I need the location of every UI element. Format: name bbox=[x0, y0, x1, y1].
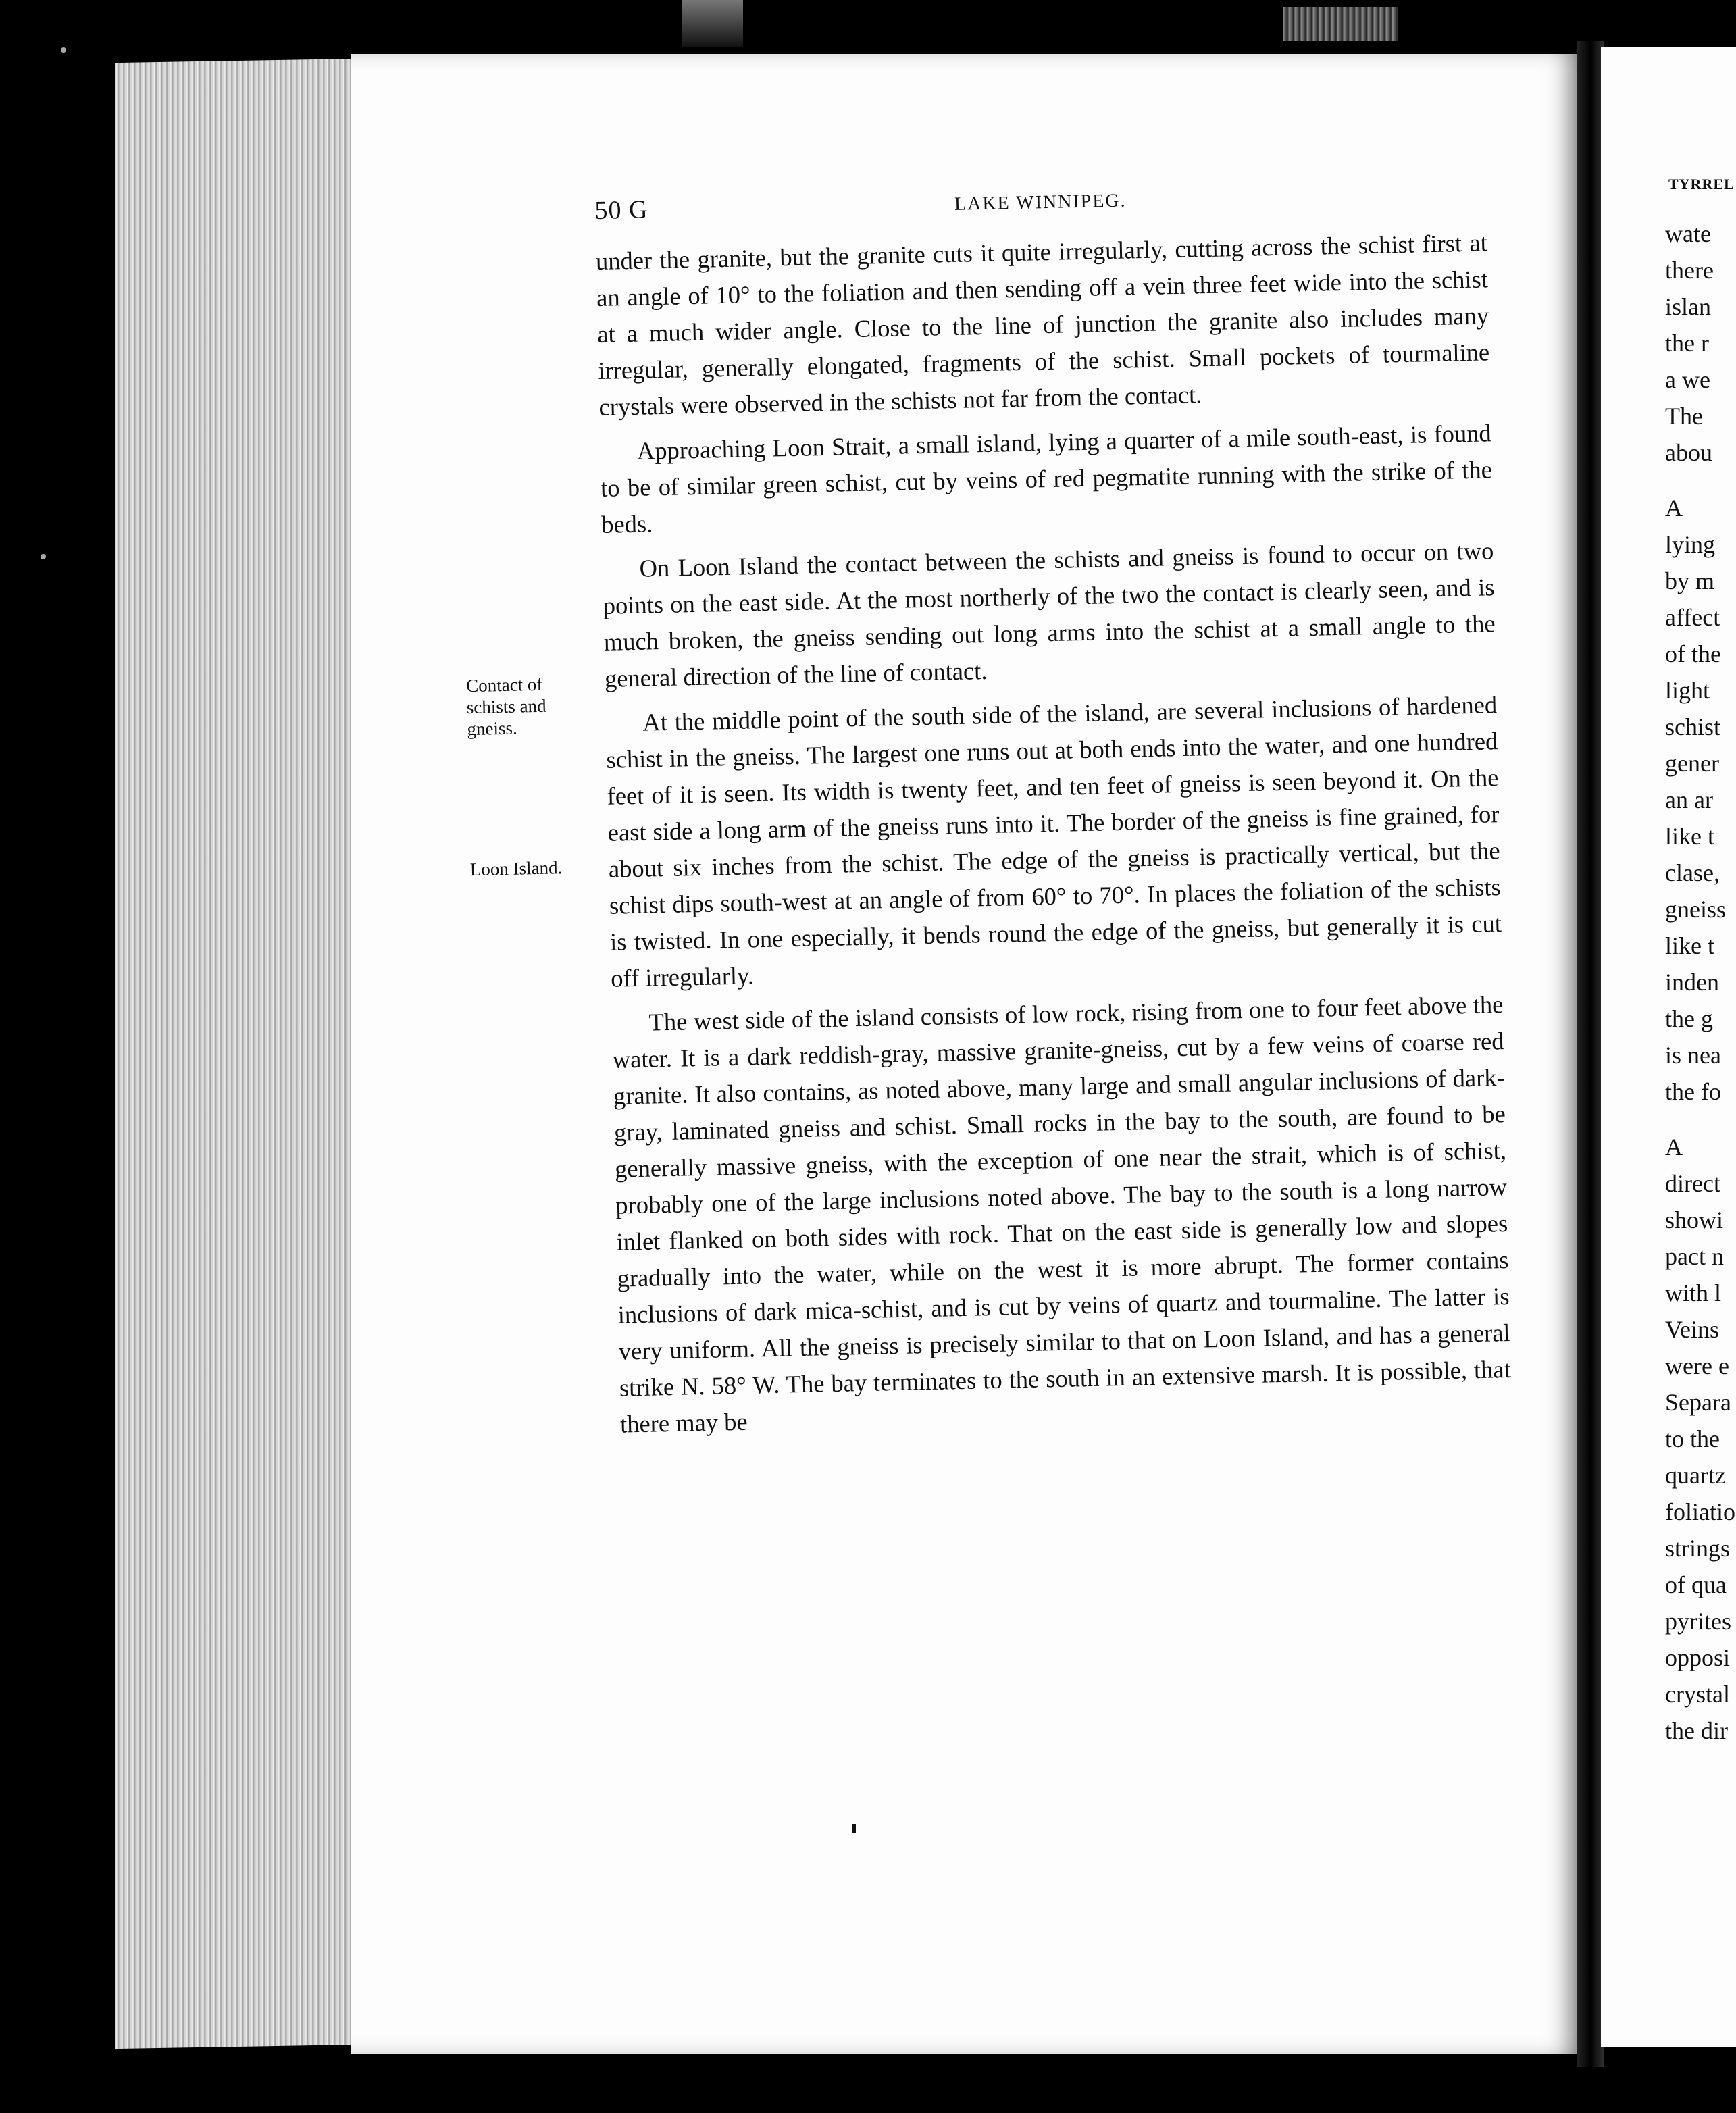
right-page-line: pact n bbox=[1665, 1243, 1724, 1270]
right-page-line: a we bbox=[1665, 366, 1710, 393]
right-page-line: of qua bbox=[1665, 1571, 1727, 1598]
right-page-line: gener bbox=[1665, 750, 1719, 777]
right-page-line: the r bbox=[1665, 330, 1709, 357]
right-page-line: the g bbox=[1665, 1005, 1713, 1032]
right-page-line: like t bbox=[1665, 823, 1714, 850]
paragraph: The west side of the island consists of low rock, rising from one to four feet above the water. It is a dark reddish-gray, massive granite-gneiss, cut by a few veins of coarse red granite. It also contains, as noted above, many large and small angular inclusions of dark-gray, laminated gneiss and schist. Small rocks in the bay to the south, are found to be generally massive gneiss, with the exception of one near the strait, which is of schist, probably one of the large inclusions noted above. The bay to the south is a long narrow inlet flanked on both sides with rock. That on the east side is generally low and slopes gradually into the water, while on the west it is more abrupt. The former contains inclusions of dark mica-schist, and is cut by veins of quartz and tourmaline. The latter is very uniform. All the gneiss is precisely similar to that on Loon Island, and has a general strike N. 58° W. The bay terminates to the south in an extensive marsh. It is possible, that there may be bbox=[612, 990, 1512, 1438]
right-page-line: crystal bbox=[1665, 1681, 1730, 1708]
right-page-line: to the bbox=[1665, 1425, 1720, 1452]
right-page-line: of the bbox=[1665, 640, 1721, 667]
right-page-line: wate bbox=[1665, 220, 1711, 247]
right-page-line: like t bbox=[1665, 932, 1714, 959]
book-page-edges bbox=[115, 59, 358, 2049]
right-page-line: light bbox=[1665, 677, 1710, 704]
right-page-line: clase, bbox=[1665, 859, 1720, 886]
dust-speck bbox=[61, 47, 66, 53]
right-page-line: abou bbox=[1665, 439, 1712, 466]
right-page-line: A bbox=[1665, 1134, 1683, 1161]
right-page-line: inden bbox=[1665, 969, 1719, 996]
right-page-line: gneiss bbox=[1665, 896, 1726, 923]
right-page-line: showi bbox=[1665, 1206, 1724, 1233]
dust-speck bbox=[41, 554, 46, 559]
right-page-line: quartz bbox=[1665, 1462, 1726, 1489]
right-page-line: Veins bbox=[1665, 1316, 1719, 1343]
right-page-line: the fo bbox=[1665, 1078, 1721, 1105]
paragraph: under the granite, but the granite cuts it quite irregularly, cutting across the schist first at an angle of 10° to the foliation and then sending off a vein three feet wide into the schist at a much wider angle. Close to the line of junction the granite also includes many irregular, generally elongated, fragments of the schist. Small pockets of tourmaline crystals were observed in the schists not far from the contact. bbox=[595, 228, 1490, 421]
right-page-line: by m bbox=[1665, 567, 1715, 594]
right-page bbox=[1601, 47, 1736, 2047]
right-page-line: affect bbox=[1665, 604, 1720, 631]
right-page-line: there bbox=[1665, 257, 1714, 284]
sidenote-line: Contact of bbox=[465, 673, 543, 696]
right-page-line: direct bbox=[1665, 1170, 1720, 1197]
right-page-line: foliatio bbox=[1665, 1498, 1735, 1525]
sidenote-loon-island: Loon Island. bbox=[469, 857, 563, 880]
top-clip-2 bbox=[1283, 7, 1398, 41]
sidenote-line: gneiss. bbox=[467, 717, 518, 740]
footer-mark bbox=[852, 1824, 856, 1833]
paragraph: At the middle point of the south side of the island, are several inclusions of hardened schist in the gneiss. The largest one runs out at both ends into the water, and one hundred feet of it is seen. Its width is twenty feet, and ten feet of gneiss is seen beyond it. On the east side a long arm of the gneiss runs into it. The border of the gneiss is fine grained, for about six inches from the schist. The edge of the gneiss is practically vertical, but the schist dips south-west at an angle of from 60° to 70°. In places the foliation of the schists is twisted. In one especially, it bends round the edge of the gneiss, but generally it is cut off irregularly. bbox=[606, 690, 1502, 992]
right-page-line: lying bbox=[1665, 531, 1716, 558]
right-page-line: were e bbox=[1665, 1352, 1729, 1379]
right-page-line: strings bbox=[1665, 1535, 1731, 1562]
paragraph: Approaching Loon Strait, a small island, lying a quarter of a mile south-east, is found to be of similar green schist, cut by veins of red pegmatite running with the strike of the beds. bbox=[600, 419, 1493, 538]
right-page-line: schist bbox=[1665, 713, 1721, 740]
right-page-line: the dir bbox=[1665, 1717, 1728, 1744]
right-page-line: islan bbox=[1665, 293, 1711, 320]
sidenote-contact bbox=[466, 673, 547, 740]
right-page-line: Separa bbox=[1665, 1389, 1731, 1416]
right-page-line: A bbox=[1665, 494, 1683, 521]
top-clip bbox=[682, 0, 743, 47]
right-page-line: is nea bbox=[1665, 1042, 1721, 1069]
right-page-header: TYRREL bbox=[1668, 176, 1735, 193]
right-page-line: The bbox=[1665, 403, 1703, 430]
sidenote-line: schists and bbox=[466, 695, 546, 718]
right-page-line: an ar bbox=[1665, 786, 1713, 813]
right-page-line: pyrites bbox=[1665, 1608, 1731, 1635]
right-page-line: with l bbox=[1665, 1279, 1722, 1306]
paragraph: On Loon Island the contact between the schists and gneiss is found to occur on two points on the east side. At the most northerly of the two the contact is clearly seen, and is much broken, the gneiss sending out long arms into the schist at a small angle to the general direction of the line of contact. bbox=[603, 536, 1496, 692]
right-page-line: opposi bbox=[1665, 1644, 1731, 1671]
page-number: 50 G bbox=[594, 195, 648, 225]
book-gutter bbox=[1577, 41, 1604, 2067]
page-content bbox=[465, 177, 1512, 1450]
running-title: LAKE WINNIPEG. bbox=[954, 190, 1127, 215]
